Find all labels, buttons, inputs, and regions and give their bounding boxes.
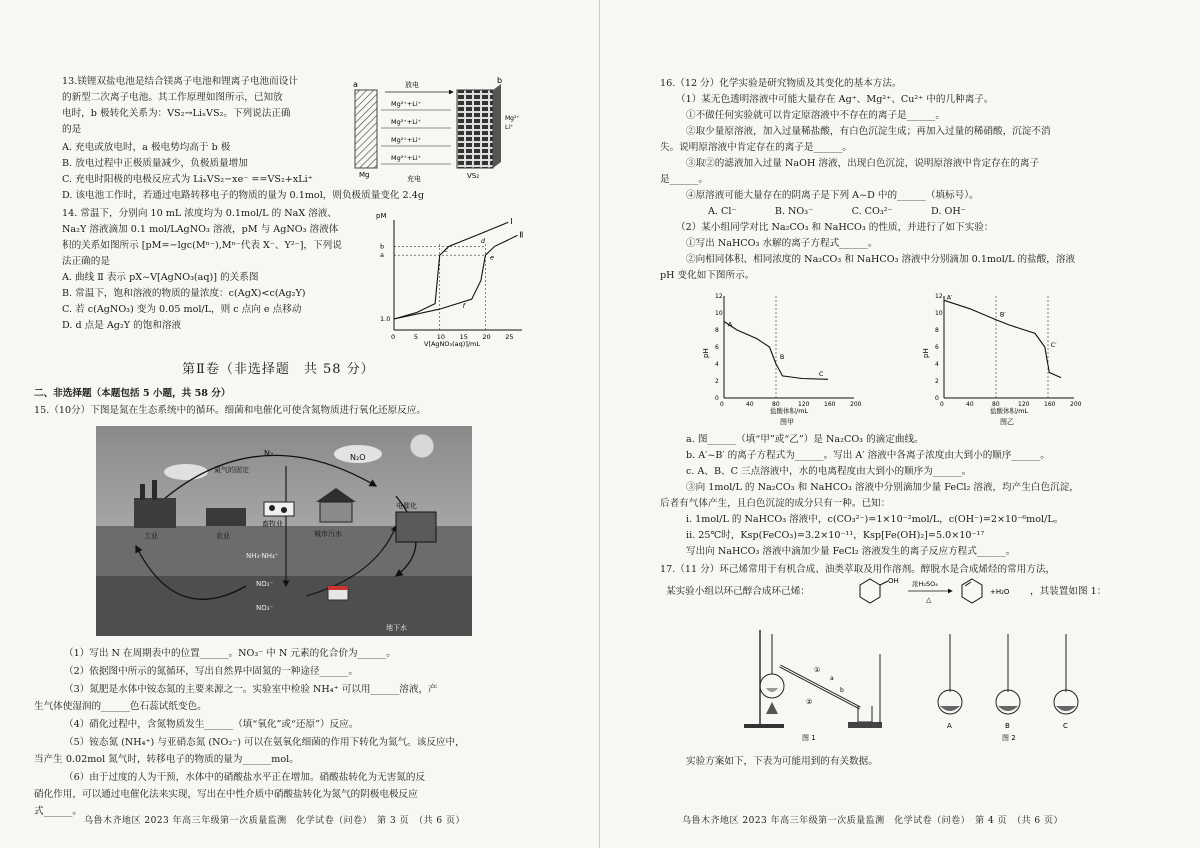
- q14-pm-chart: [372, 206, 532, 348]
- apparatus-fig1: [744, 630, 882, 742]
- q17-line-1: 17.（11 分）环己烯常用于有机合成、油类萃取及用作溶剂。醇脱水是合成烯烃的常用方法，: [660, 564, 1056, 575]
- q14-series-2: [394, 235, 517, 319]
- jia-x-tick: 80: [772, 401, 780, 408]
- yi-xlabel: 盐酸体积/mL: [990, 407, 1029, 415]
- flask-label-c: C: [1063, 722, 1068, 730]
- label-mg: Mg: [359, 171, 370, 179]
- yi-x-tick: 0: [940, 401, 944, 408]
- jia-y-tick: 10: [715, 310, 723, 317]
- q16-line-4: ②取少量原溶液，加入过量稀盐酸，有白色沉淀生成；再加入过量的稀硝酸，沉淀不消: [686, 126, 1051, 137]
- ion-label-2: Mg²⁺+Li⁺: [391, 118, 422, 126]
- jia-y-tick: 0: [715, 395, 719, 402]
- q14-line-4: 法正确的是: [62, 256, 110, 267]
- q17-apparatus-figures: [740, 624, 1140, 744]
- fig2-caption: 图 2: [1002, 734, 1016, 742]
- cycle-label-n2: N₂: [264, 449, 274, 458]
- q17-line-2a: 某实验小组以环己醇合成环己烯：: [666, 586, 810, 597]
- q14-x-tick: 25: [505, 333, 514, 341]
- q14-line-2: Na₂Y 溶液滴加 0.1 mol/LAgNO₃ 溶液，pM 与 AgNO₃ 溶液体: [62, 224, 339, 235]
- flask-label-a: A: [947, 722, 952, 730]
- q15-item-3b: 生气体使湿润的______色石蕊试纸变色。: [34, 701, 207, 712]
- flask-c: [1054, 634, 1078, 730]
- q14-y-tick: a: [380, 251, 384, 260]
- q16-known-i: i. 1mol/L 的 NaHCO₃ 溶液中，c(CO₃²⁻)=1×10⁻²mol/L，c(OH⁻)=2×10⁻⁶mol/L。: [686, 514, 1064, 525]
- jia-caption: 图甲: [780, 418, 794, 426]
- jia-x-tick: 200: [850, 401, 862, 408]
- footer-page-3: 乌鲁木齐地区 2023 年高三年级第一次质量监测 化学试卷（问卷） 第 3 页 （共 6 页）: [84, 816, 466, 826]
- product-tail: +H₂O: [990, 588, 1010, 596]
- cycle-label-groundwater: 地下水: [386, 624, 407, 632]
- jia-y-tick: 4: [715, 361, 719, 368]
- yi-x-tick: 80: [992, 401, 1000, 408]
- q14-option-d: D. d 点是 Ag₂Y 的饱和溶液: [62, 320, 182, 331]
- cycle-label-no2: NO₂⁻: [256, 580, 274, 588]
- reagent-top: 浓H₂SO₄: [912, 580, 938, 588]
- ph-chart-yi: [920, 288, 1090, 428]
- flask-a: [938, 634, 962, 730]
- q14-option-b: B. 常温下，饱和溶液的物质的量浓度：c(AgX)<c(Ag₂Y): [62, 288, 306, 299]
- cycle-label-livestock: 畜牧业: [262, 520, 283, 528]
- q16-final: 写出向 NaHCO₃ 溶液中滴加少量 FeCl₂ 溶液发生的离子反应方程式______。: [686, 546, 1016, 557]
- cyclohexene-ring: [962, 579, 982, 603]
- q16-known-ii: ii. 25℃时，Ksp(FeCO₃)=3.2×10⁻¹¹，Ksp[Fe(OH)₂]=5.0×10⁻¹⁷: [686, 530, 985, 541]
- q15-item-5b: 当产生 0.02mol 氮气时，转移电子的物质的量为______mol。: [34, 754, 299, 765]
- flask-b: [996, 634, 1020, 730]
- jia-point-label: A: [727, 320, 733, 329]
- yi-x-tick: 200: [1070, 401, 1082, 408]
- yi-y-tick: 0: [935, 395, 939, 402]
- q15-item-3: （3）氮肥是水体中铵态氮的主要来源之一。实验室中检验 NH₄⁺ 可以用______溶液，产: [64, 684, 438, 695]
- q14-option-a: A. 曲线 Ⅱ 表示 pX~V[AgNO₃(aq)] 的关系图: [62, 272, 259, 283]
- cycle-label-nh4: NH₃·NH₄⁺: [246, 552, 279, 560]
- jia-point-label: B: [779, 352, 785, 361]
- q14-series-label: Ⅱ: [519, 230, 524, 240]
- q16-line-5: 失。说明原溶液中肯定存在的离子是______。: [660, 142, 852, 153]
- yi-point-label: B′: [999, 310, 1006, 319]
- yi-y-tick: 2: [935, 378, 939, 385]
- q14-point-label: f: [462, 302, 465, 310]
- q16-choices: A. Cl⁻ B. NO₃⁻ C. CO₃²⁻ D. OH⁻: [708, 206, 966, 217]
- q16-line-1: 16.（12 分）化学实验是研究物质及其变化的基本方法。: [660, 78, 902, 89]
- yi-y-tick: 4: [935, 361, 939, 368]
- yi-y-tick: 8: [935, 327, 939, 334]
- cycle-label-industry: 工业: [144, 532, 158, 540]
- q16-line-7: 是______。: [660, 174, 708, 185]
- q16-line-6: ③取②的滤液加入过量 NaOH 溶液，出现白色沉淀，说明原溶液中肯定存在的离子: [686, 158, 1040, 169]
- q13-option-b: B. 放电过程中正极质量减少，负极质量增加: [62, 158, 248, 169]
- q15-nitrogen-cycle-figure: [96, 426, 472, 636]
- q14-x-tick: 5: [413, 333, 418, 341]
- q16-sub-a: a. 图______（填“甲”或“乙”）是 Na₂CO₃ 的滴定曲线。: [686, 434, 924, 445]
- yi-point-label: A′: [946, 293, 953, 302]
- ion-label-1: Mg²⁺+Li⁺: [391, 100, 422, 108]
- jia-point-label: C: [818, 369, 824, 378]
- q13-battery-figure: [345, 76, 525, 184]
- q17-line-2b: ，其装置如图 1：: [1030, 586, 1107, 597]
- section-title: 第Ⅱ卷（非选择题 共 58 分）: [182, 362, 375, 377]
- q16-line-12: ②向相同体积、相同浓度的 Na₂CO₃ 和 NaHCO₃ 溶液中分别滴加 0.1mol/L 的盐酸，溶液: [686, 254, 1076, 265]
- q14-xlabel: V[AgNO₃(aq)]/mL: [424, 340, 480, 348]
- q14-x-tick: 0: [391, 333, 396, 341]
- mark-2: ②: [806, 698, 813, 706]
- label-vs2: VS₂: [467, 172, 480, 180]
- q15-item-6: （6）由于过度的人为干预，水体中的硝酸盐水平正在增加。硝酸盐转化为无害氮的反: [64, 772, 426, 783]
- mark-b: b: [840, 687, 844, 694]
- q13-line-3: 电时，b 极转化关系为：VS₂→LiₓVS₂。下列说法正确: [62, 108, 291, 119]
- q16-line-2: （1）某无色透明溶液中可能大量存在 Ag⁺、Mg²⁺、Cu²⁺ 中的几种离子。: [676, 94, 994, 105]
- fig1-caption: 图 1: [802, 734, 816, 742]
- flask-label-b: B: [1005, 722, 1010, 730]
- q16-line-10: （2）某小组同学对比 Na₂CO₃ 和 NaHCO₃ 的性质，并进行了如下实验：: [676, 222, 994, 233]
- q16-line-8: ④原溶液可能大量存在的阴离子是下列 A~D 中的______（填标号）。: [686, 190, 979, 201]
- q15-item-4: （4）硝化过程中，含氮物质发生______（填“氧化”或“还原”）反应。: [64, 719, 359, 730]
- q15-intro: 15.（10分）下图是氮在生态系统中的循环。细菌和电催化可使含氮物质进行氧化还原反应。: [34, 405, 427, 416]
- yi-x-tick: 40: [966, 401, 974, 408]
- jia-x-tick: 0: [720, 401, 724, 408]
- yi-y-tick: 10: [935, 310, 943, 317]
- q14-line-3: 积的关系如图所示 [pM=−lgc(Mⁿ⁻),Mⁿ⁻代表 X⁻、Y²⁻]，下列说: [62, 240, 342, 251]
- q13-option-c: C. 充电时阳极的电极反应式为 LiₓVS₂−xe⁻ ==VS₂+xLi⁺: [62, 174, 313, 185]
- q13-option-d: D. 该电池工作时，若通过电路转移电子的物质的量为 0.1mol，则负极质量变化 2.4g: [62, 190, 424, 201]
- electrode-b: [457, 90, 493, 168]
- cycle-label-agriculture: 农业: [216, 532, 230, 540]
- jia-y-tick: 8: [715, 327, 719, 334]
- right-ion-2: Li⁺: [505, 124, 514, 131]
- ion-label-4: Mg²⁺+Li⁺: [391, 154, 422, 162]
- q14-series-1: [394, 222, 508, 319]
- label-discharge: 放电: [405, 81, 419, 89]
- q14-line-1: 14. 常温下，分别向 10 mL 浓度均为 0.1mol/L 的 NaX 溶液、: [62, 208, 337, 219]
- q15-item-2: （2）依据图中所示的氮循环，写出自然界中固氮的一种途径______。: [64, 666, 358, 677]
- q14-point-label: d: [480, 237, 485, 246]
- label-charge: 充电: [407, 175, 421, 183]
- q14-option-c: C. 若 c(AgNO₃) 变为 0.05 mol/L，则 c 点向 e 点移动: [62, 304, 302, 315]
- oh-label: OH: [888, 577, 899, 585]
- cycle-label-no3: NO₃⁻: [256, 604, 274, 612]
- q17-reaction-scheme: [850, 574, 1030, 608]
- jia-curve: [724, 322, 828, 380]
- ion-label-3: Mg²⁺+Li⁺: [391, 136, 422, 144]
- yi-x-tick: 160: [1044, 401, 1056, 408]
- cycle-label-fixation: 氮气的固定: [214, 466, 249, 474]
- q17-last-line: 实验方案如下，下表为可能用到的有关数据。: [686, 756, 878, 767]
- footer-page-4: 乌鲁木齐地区 2023 年高三年级第一次质量监测 化学试卷（问卷） 第 4 页 （共 6 页）: [682, 816, 1064, 826]
- jia-y-tick: 12: [715, 293, 723, 300]
- q16-line-11: ①写出 NaHCO₃ 水解的离子方程式______。: [686, 238, 878, 249]
- jia-x-tick: 40: [746, 401, 754, 408]
- q13-line-4: 的是: [62, 124, 82, 135]
- right-ion-1: Mg²⁺: [505, 115, 520, 122]
- q14-x-tick: 15: [459, 333, 468, 341]
- q13-option-a: A. 充电或放电时，a 极电势均高于 b 极: [62, 142, 231, 153]
- q14-point-label: e: [490, 253, 494, 262]
- cyclohexanol-ring: [860, 579, 880, 603]
- q14-point-label: c: [444, 245, 448, 254]
- q14-ylabel: pM: [376, 212, 387, 220]
- apparatus-fig2: [938, 634, 1078, 742]
- exam-page-4: [600, 0, 1200, 848]
- reagent-bottom: △: [926, 596, 932, 604]
- jia-xlabel: 盐酸体积/mL: [770, 407, 809, 415]
- label-b: b: [497, 76, 503, 85]
- cycle-label-n2o: N₂O: [350, 453, 366, 462]
- yi-y-tick: 6: [935, 344, 939, 351]
- jia-x-tick: 160: [824, 401, 836, 408]
- jia-ylabel: pH: [702, 348, 710, 358]
- cycle-label-electro: 电催化: [396, 502, 417, 510]
- q13-line-1: 13.镁锂双盐电池是结合镁离子电池和锂离子电池而设计: [62, 76, 298, 87]
- q14-x-tick: 10: [436, 333, 445, 341]
- q16-line-3-1: ③向 1mol/L 的 Na₂CO₃ 和 NaHCO₃ 溶液中分别滴加少量 FeCl₂ 溶液，均产生白色沉淀，: [686, 482, 1079, 493]
- jia-x-tick: 120: [798, 401, 810, 408]
- yi-ylabel: pH: [922, 348, 930, 358]
- q15-item-6c: 式______。: [34, 806, 82, 817]
- q14-y-tick: 1.0: [380, 315, 391, 323]
- q16-sub-b: b. A′~B′ 的离子方程式为______。写出 A′ 溶液中各离子浓度由大到小的顺序______。: [686, 450, 1050, 461]
- q16-line-13: pH 变化如下图所示。: [660, 270, 755, 281]
- section-subtitle: 二、非选择题（本题包括 5 小题，共 58 分）: [34, 388, 231, 399]
- q14-x-tick: 20: [482, 333, 491, 341]
- yi-point-label: C′: [1050, 341, 1057, 349]
- mark-1: ①: [814, 666, 821, 674]
- label-a: a: [353, 80, 358, 89]
- q16-sub-c: c. A、B、C 三点溶液中，水的电离程度由大到小的顺序为______。: [686, 466, 972, 477]
- yi-caption: 图乙: [1000, 418, 1014, 426]
- q14-y-tick: b: [380, 242, 385, 251]
- yi-y-tick: 12: [935, 293, 943, 300]
- q14-series-label: Ⅰ: [510, 217, 513, 227]
- q15-item-6b: 硝化作用，可以通过电催化法来实现，写出在中性介质中硝酸盐转化为氮气的阴极电极反应: [34, 789, 418, 800]
- q16-line-3-2: 后者有气体产生，且白色沉淀的成分只有一种。已知：: [660, 498, 891, 509]
- electrode-a: [355, 90, 377, 168]
- mark-a: a: [830, 675, 834, 682]
- q16-line-3: ①不做任何实验就可以肯定原溶液中不存在的离子是______。: [686, 110, 946, 121]
- jia-y-tick: 6: [715, 344, 719, 351]
- q13-line-2: 的新型二次离子电池。其工作原理如图所示，已知放: [62, 92, 283, 103]
- cycle-label-sewage: 城市污水: [314, 530, 342, 538]
- yi-x-tick: 120: [1018, 401, 1030, 408]
- jia-y-tick: 2: [715, 378, 719, 385]
- q15-item-1: （1）写出 N 在周期表中的位置______。NO₃⁻ 中 N 元素的化合价为______。: [64, 648, 396, 659]
- ph-chart-jia: [700, 288, 870, 428]
- q15-item-5: （5）铵态氮 (NH₄⁺) 与亚硝态氮 (NO₂⁻) 可以在氨氧化细菌的作用下转化为氮气。该反应中，: [64, 737, 465, 748]
